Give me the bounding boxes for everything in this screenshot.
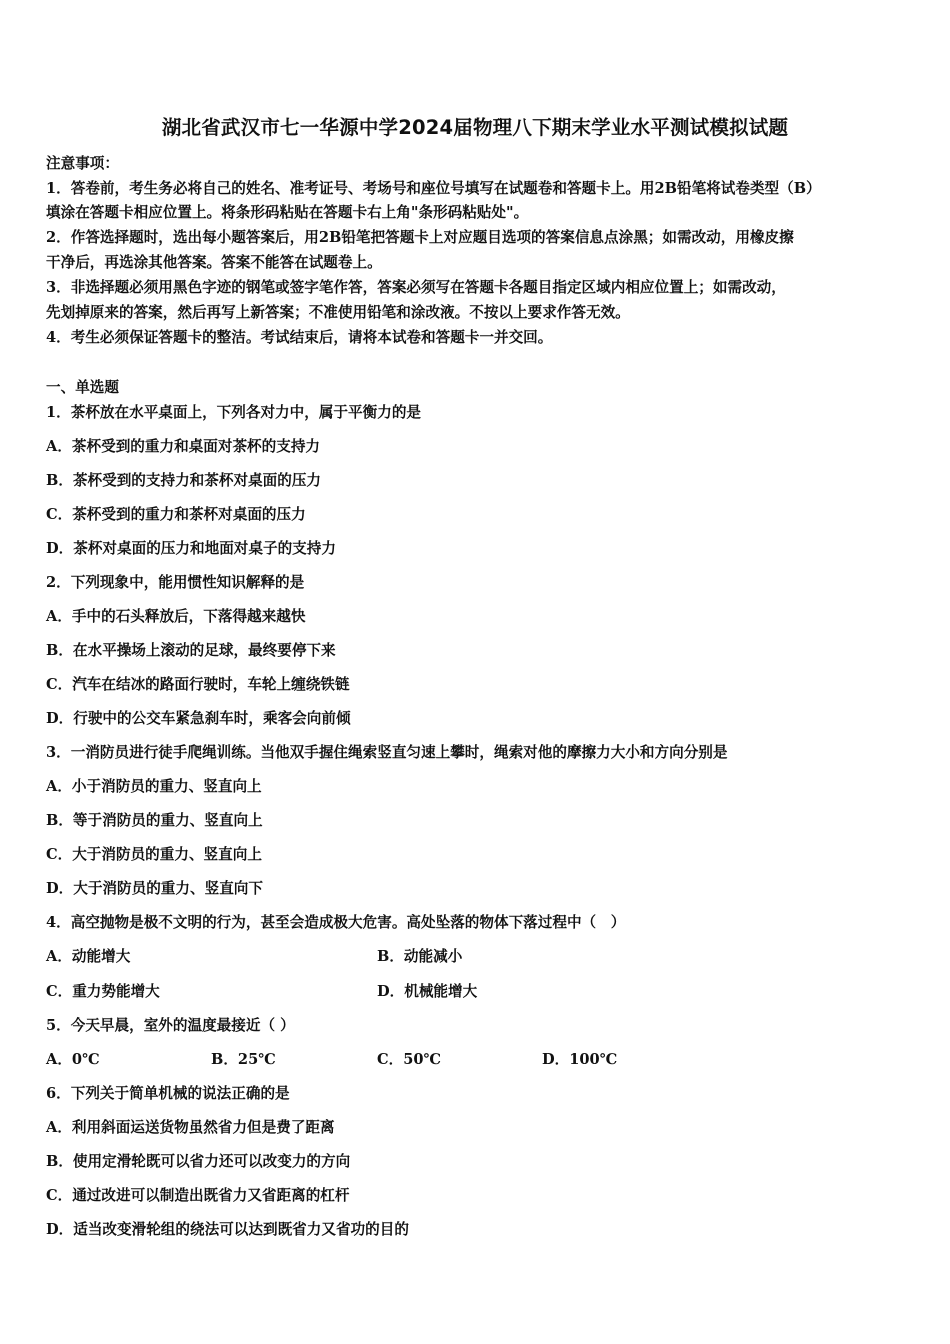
question-stem: 1．茶杯放在水平桌面上，下列各对力中，属于平衡力的是: [46, 404, 422, 421]
section-heading: 一、单选题: [46, 379, 119, 396]
option-c: C．大于消防员的重力、竖直向上: [46, 846, 262, 863]
option-c: C．汽车在结冰的路面行驶时，车轮上缠绕铁链: [46, 676, 350, 693]
option-d: D．机械能增大: [377, 983, 478, 1000]
option-a: A．小于消防员的重力、竖直向上: [46, 778, 262, 795]
notice-line: 先划掉原来的答案，然后再写上新答案；不准使用铅笔和涂改液。不按以上要求作答无效。: [46, 304, 630, 321]
notice-line: 干净后，再选涂其他答案。答案不能答在试题卷上。: [46, 254, 382, 271]
option-c: C．茶杯受到的重力和茶杯对桌面的压力: [46, 506, 306, 523]
option-c: C．50℃: [377, 1051, 442, 1068]
notice-line: 填涂在答题卡相应位置上。将条形码粘贴在答题卡右上角"条形码粘贴处"。: [46, 204, 529, 221]
option-b: B．25℃: [211, 1051, 276, 1068]
option-b: B．等于消防员的重力、竖直向上: [46, 812, 263, 829]
notice-line: 2．作答选择题时，选出每小题答案后，用2B铅笔把答题卡上对应题目选项的答案信息点涂黑；如需改动，用橡皮擦: [46, 229, 794, 246]
option-a: A．动能增大: [46, 948, 131, 965]
option-b: B．在水平操场上滚动的足球，最终要停下来: [46, 642, 336, 659]
question-stem: 3．一消防员进行徒手爬绳训练。当他双手握住绳索竖直匀速上攀时，绳索对他的摩擦力大小和方向分别是: [46, 744, 728, 761]
exam-title: 湖北省武汉市七一华源中学2024届物理八下期末学业水平测试模拟试题: [161, 116, 789, 139]
option-c: C．重力势能增大: [46, 983, 160, 1000]
question-stem: 4．高空抛物是极不文明的行为，甚至会造成极大危害。高处坠落的物体下落过程中（ ）: [46, 914, 626, 931]
option-b: B．使用定滑轮既可以省力还可以改变力的方向: [46, 1153, 351, 1170]
option-d: D．大于消防员的重力、竖直向下: [46, 880, 263, 897]
option-a: A．手中的石头释放后，下落得越来越快: [46, 608, 306, 625]
notice-line: 1．答卷前，考生务必将自己的姓名、准考证号、考场号和座位号填写在试题卷和答题卡上。用2B铅笔将试卷类型（B）: [46, 180, 821, 197]
option-d: D．行驶中的公交车紧急刹车时，乘客会向前倾: [46, 710, 351, 727]
option-d: D．100℃: [542, 1051, 618, 1068]
notice-line: 3．非选择题必须用黑色字迹的钢笔或签字笔作答，答案必须写在答题卡各题目指定区域内相应位置上；如需改动，: [46, 279, 786, 296]
question-stem: 6．下列关于简单机械的说法正确的是: [46, 1085, 290, 1102]
option-a: A．茶杯受到的重力和桌面对茶杯的支持力: [46, 438, 321, 455]
option-b: B．动能减小: [377, 948, 463, 965]
option-d: D．适当改变滑轮组的绕法可以达到既省力又省功的目的: [46, 1221, 409, 1238]
option-a: A．利用斜面运送货物虽然省力但是费了距离: [46, 1119, 335, 1136]
question-stem: 5．今天早晨，室外的温度最接近（ ）: [46, 1017, 295, 1034]
option-b: B．茶杯受到的支持力和茶杯对桌面的压力: [46, 472, 322, 489]
notice-heading: 注意事项：: [46, 155, 119, 172]
option-a: A．0℃: [46, 1051, 100, 1068]
option-d: D．茶杯对桌面的压力和地面对桌子的支持力: [46, 540, 336, 557]
notice-line: 4．考生必须保证答题卡的整洁。考试结束后，请将本试卷和答题卡一并交回。: [46, 329, 553, 346]
option-c: C．通过改进可以制造出既省力又省距离的杠杆: [46, 1187, 350, 1204]
question-stem: 2．下列现象中，能用惯性知识解释的是: [46, 574, 305, 591]
